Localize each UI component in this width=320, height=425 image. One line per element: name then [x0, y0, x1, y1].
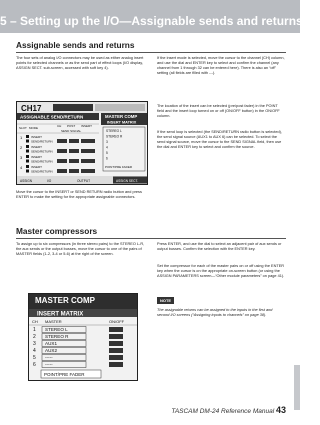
screen2-footer: POINT/PRE FADER: [44, 372, 85, 377]
page-side-tab: [294, 365, 300, 410]
svg-text:STEREO L: STEREO L: [106, 129, 122, 133]
section-heading-sends-returns: Assignable sends and returns: [16, 40, 135, 50]
svg-text:2: 2: [20, 145, 23, 150]
body-paragraph: Set the compressor for each of the master pairs on or off using the ENTER key when the cursor is on the appropriate on-screen button (or using the ASSIGN PARAMETERS screen—“Other module parameters” on page 41).: [157, 264, 285, 279]
body-paragraph: To assign up to six compressors (in three stereo pairs) to the STEREO L-R, the aux sends or the output busses, move the cursor to one of the pairs of MASTER fields (1-2, 3-4 or 5-6) at the right of the screen.: [16, 242, 145, 257]
section-rule: [16, 238, 286, 239]
svg-text:AUX1: AUX1: [45, 341, 58, 346]
body-paragraph: The location of the insert can be selected (pre/post fader) in the POINT field and the insert loop turned on or off (ON/OFF button) in the ON/OFF column.: [157, 104, 280, 119]
svg-text:INSERT: INSERT: [31, 145, 42, 149]
body-paragraph: Move the cursor to the INSERT or SEND RETURN radio button and press ENTER to make the setting for the appropriate assignable connectors.: [16, 190, 142, 200]
svg-text:3: 3: [33, 341, 36, 347]
svg-text:SEND/RETURN: SEND/RETURN: [31, 159, 53, 164]
screen1-master-title: MASTER COMP: [105, 114, 138, 119]
svg-text:-----: -----: [45, 355, 53, 360]
screen1-col-slot: SLOT: [19, 126, 27, 130]
svg-text:3: 3: [106, 140, 108, 144]
body-paragraph: If the insert mode is selected, move the cursor to the channel (CH) column, and use the dial and ENTER key to select and confirm the channel (any channel from 1 through 32 can be entered here). There is also an “off” setting (all fields are filled with ---).: [157, 56, 285, 76]
screen1-tab-assign-sect: ASSIGN SECT.: [116, 179, 138, 183]
screen1-send-signal: SEND SIGNAL: [61, 129, 82, 133]
master-comp-screen: [28, 293, 138, 381]
screen2-col-ch: CH: [32, 319, 38, 324]
screen1-col-post: POST: [67, 124, 76, 128]
svg-text:-----: -----: [45, 362, 53, 367]
svg-text:4: 4: [33, 348, 36, 354]
svg-text:INSERT: INSERT: [31, 155, 42, 159]
svg-text:5: 5: [106, 151, 108, 155]
note-badge: NOTE: [157, 297, 174, 304]
svg-text:3: 3: [20, 155, 23, 160]
svg-text:5: 5: [33, 355, 36, 361]
svg-text:6: 6: [33, 362, 36, 368]
screen1-tab-io: I/O: [47, 179, 52, 183]
chapter-title: 5 – Setting up the I/O—Assignable sends and returns: [0, 14, 303, 28]
svg-text:4: 4: [20, 165, 23, 170]
svg-text:STEREO L: STEREO L: [45, 327, 68, 332]
page-footer: [171, 405, 286, 415]
svg-text:SEND/RETURN: SEND/RETURN: [31, 149, 53, 154]
svg-text:STEREO R: STEREO R: [106, 134, 123, 139]
screen1-col-mode: MODE: [29, 126, 38, 130]
body-paragraph: Press ENTER, and use the dial to select an adjacent pair of aux sends or output busses. Confirm the selection with the ENTER key.: [157, 242, 282, 252]
screen1-col-ch: CH: [57, 124, 62, 128]
screen2-col-onoff: ON/OFF: [109, 319, 125, 324]
svg-text:INSERT: INSERT: [31, 165, 42, 169]
note-text: The assignable returns can be assigned to the inputs in the first and second I/O screens (“Assigning inputs to channels” on page 38).: [157, 308, 273, 318]
screen2-subtitle: INSERT MATRIX: [37, 311, 84, 318]
body-paragraph: The four sets of analog I/O connectors may be used as either analog insert points for selected channels or as the send part of effect loops (I/O display, ASSIGN SECT. sub-screen, accessed with soft key 4).: [16, 56, 144, 71]
svg-text:SEND/RETURN: SEND/RETURN: [31, 169, 53, 174]
screen1-col-insert: INSERT: [81, 124, 92, 128]
svg-text:1: 1: [20, 135, 23, 140]
svg-text:2: 2: [33, 334, 36, 340]
svg-text:6: 6: [106, 156, 108, 161]
screen1-tab-assign: ASSIGN: [20, 179, 33, 183]
section-rule: [16, 52, 286, 53]
section-heading-master-compressors: Master compressors: [16, 226, 98, 236]
page-number: 43: [275, 405, 286, 415]
svg-text:1: 1: [33, 327, 36, 333]
screen1-master-sub: INSERT MATRIX: [107, 120, 137, 125]
svg-text:SEND/RETURN: SEND/RETURN: [31, 139, 53, 144]
svg-text:STEREO R: STEREO R: [45, 334, 69, 339]
manual-name: TASCAM DM-24 Reference Manual: [171, 408, 275, 415]
body-paragraph: If the send loop is selected (the SEND/RETURN radio button is selected), the send signal source (AUX1 to AUX 6) can be selected. To select the send signal source, move the cursor to the SEND SIGNAL field, then use the dial and ENTER key to select and confirm the source.: [157, 130, 282, 150]
screen1-channel: CH17: [21, 104, 42, 113]
svg-text:POINT/PRE FADER: POINT/PRE FADER: [105, 165, 133, 169]
master-comp-screen-graphic: [29, 294, 137, 380]
screen2-title: MASTER COMP: [35, 296, 95, 305]
screen1-mode-title: ASSIGNABLE SEND/RETURN: [20, 114, 84, 120]
svg-text:4: 4: [106, 145, 108, 150]
screen2-col-master: MASTER: [45, 319, 62, 324]
svg-text:AUX2: AUX2: [45, 348, 58, 353]
assign-sect-screen-graphic: [17, 102, 147, 184]
assign-sect-screen: [16, 101, 148, 185]
screen1-tab-output: OUTPUT: [77, 179, 91, 183]
svg-text:INSERT: INSERT: [31, 135, 42, 139]
